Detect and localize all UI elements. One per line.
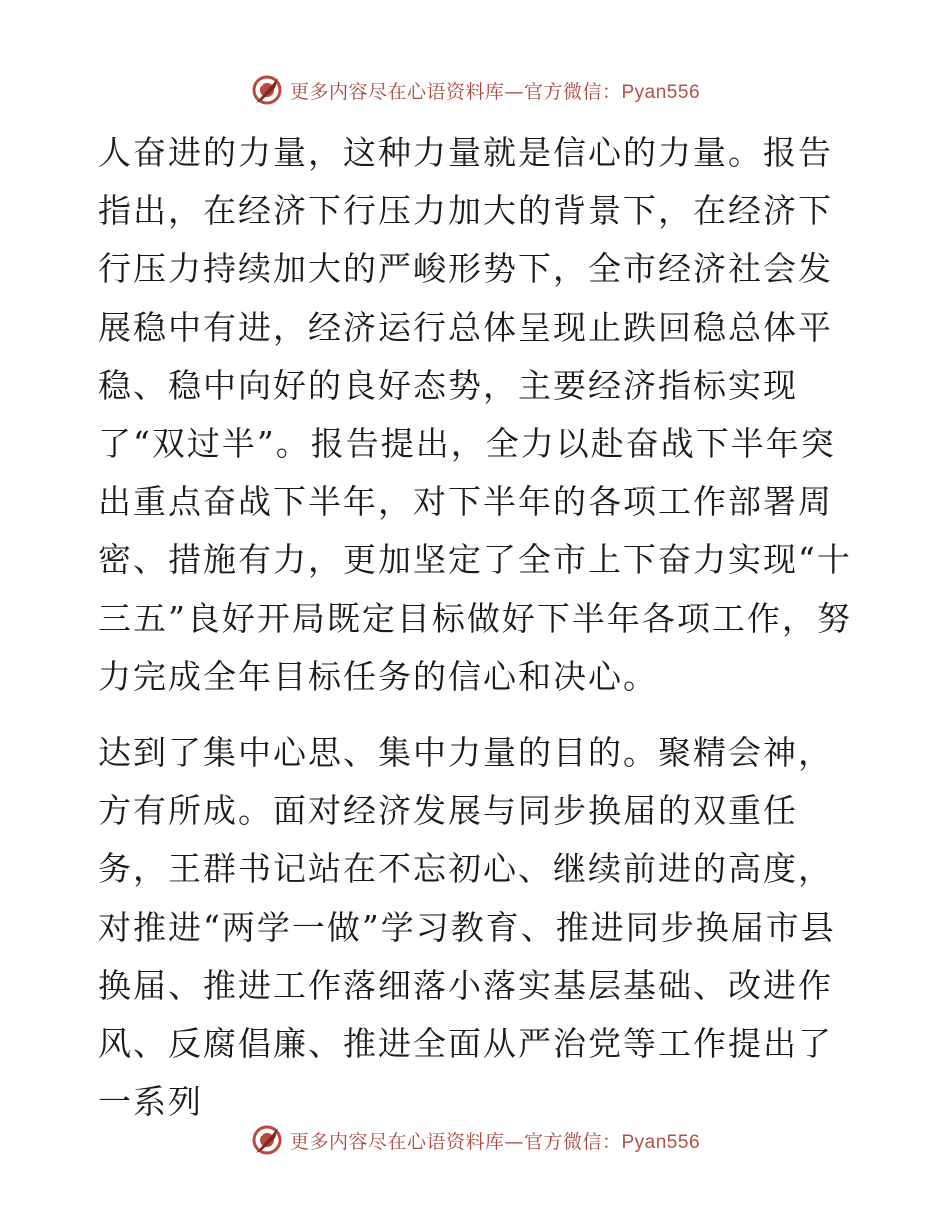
header-banner-slogan: 更多内容尽在心语资料库—官方微信： — [289, 80, 622, 103]
footer-banner-slogan: 更多内容尽在心语资料库—官方微信： — [289, 1130, 622, 1153]
header-wechat-id: Pyan556 — [621, 81, 701, 103]
header-banner-text — [290, 77, 700, 104]
header-banner — [0, 70, 950, 110]
footer-banner — [0, 1120, 950, 1160]
quill-pen-logo-icon — [250, 1123, 284, 1157]
footer-banner-text — [290, 1127, 700, 1154]
quill-pen-logo-icon — [250, 73, 284, 107]
paragraph-1: 人奋进的力量，这种力量就是信心的力量。报告指出，在经济下行压力加大的背景下，在经济下行压力持续加大的严峻形势下，全市经济社会发展稳中有进，经济运行总体呈现止跌回稳总体平稳、稳中向好的良好态势，主要经济指标实现了“双过半”。报告提出，全力以赴奋战下半年突出重点奋战下半年，对下半年的各项工作部署周密、措施有力，更加坚定了全市上下奋力实现“十三五”良好开局既定目标做好下半年各项工作，努力完成全年目标任务的信心和决心。 — [98, 133, 852, 696]
paragraph-2: 达到了集中心思、集中力量的目的。聚精会神，方有所成。面对经济发展与同步换届的双重任务，王群书记站在不忘初心、继续前进的高度，对推进“两学一做”学习教育、推进同步换届市县换届、推进工作落细落小落实基层基础、改进作风、反腐倡廉、推进全面从严治党等工作提出了一系列 — [98, 733, 836, 1122]
document-body — [98, 124, 858, 1131]
footer-wechat-id: Pyan556 — [621, 1131, 701, 1153]
